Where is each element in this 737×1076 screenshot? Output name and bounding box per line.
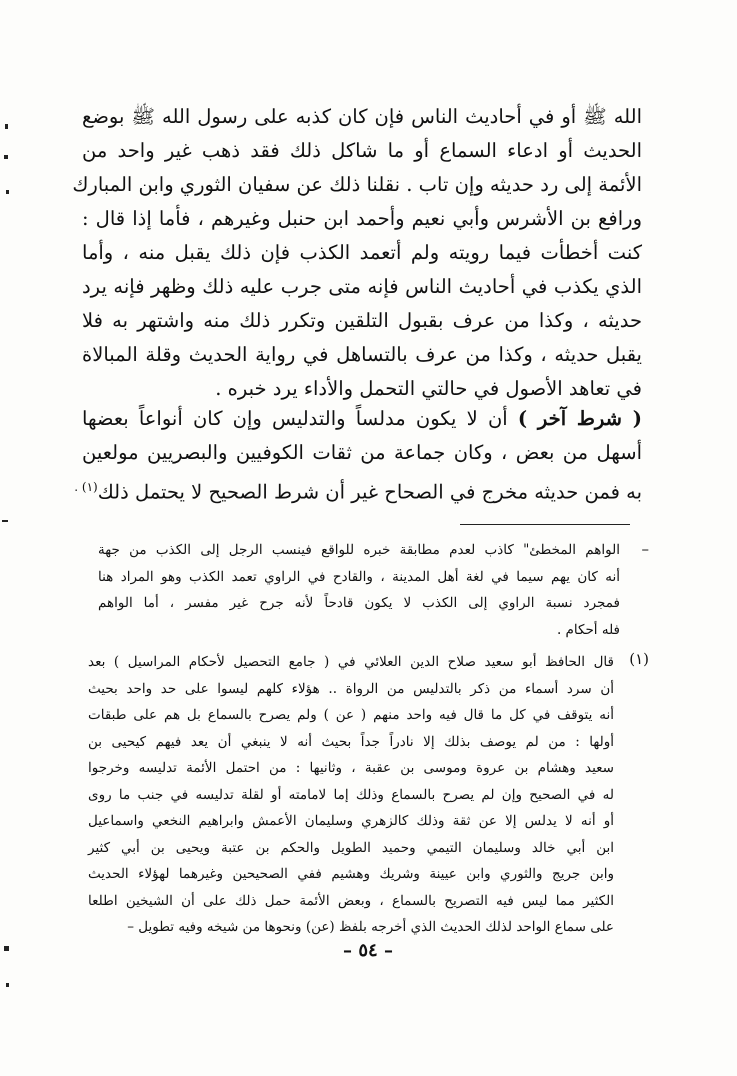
- footnote-line: له في الصحيح وإن لم يصرح بالسماع وذلك إما لامامته أو لقلة تدليسه في جنب ما روى: [88, 786, 614, 803]
- scan-speck: [4, 946, 9, 951]
- scan-speck: [6, 190, 9, 194]
- page-number: – ٥٤ –: [343, 940, 393, 961]
- scan-speck: [4, 155, 8, 159]
- main-line: الحديث أو ادعاء السماع أو ما شاكل ذلك فقد ذهب غير واحد من: [82, 139, 642, 162]
- footnote-line: أولها : من لم يوصف بذلك إلا نادراً جداً بحيث أنه لا ينبغي أن يعد فيهم كيحيى بن: [88, 733, 614, 750]
- footnote-continuation-marker: –: [641, 540, 649, 558]
- main-line: يقبل حديثه ، وكذا من عرف بالتساهل في رواية الحديث وقلة المبالاة: [82, 343, 642, 366]
- scan-speck: [2, 520, 8, 522]
- condition-line-text: به فمن حديثه مخرج في الصحاح غير أن شرط الصحيح لا يحتمل ذلك: [97, 480, 642, 504]
- footnote-line: سعيد وهشام بن عروة وموسى بن عقبة ، وثانيها : من احتمل الأئمة تدليسه وخرجوا: [88, 760, 614, 776]
- footnote-line: الكثير مما ليس فيه التصريح بالسماع ، وبعض الأئمة حمل ذلك على أن الشيخين اطلعا: [88, 892, 614, 909]
- main-line: في تعاهد الأصول في حالتي التحمل والأداء يرد خبره .: [215, 377, 642, 400]
- footnote-continued: [98, 537, 620, 643]
- footnote-1: [88, 649, 614, 941]
- footnote-line: أن سرد أسماء من ذكر بالتدليس من الرواة .. هؤلاء كلهم ليسوا على حد واحد بحيث: [88, 680, 614, 697]
- footnote-line: أو أنه لا يدلس إلا عن ثقة وذلك كالزهري وسليمان الأعمش وابراهيم النخعي واسماعيل: [88, 813, 614, 829]
- condition-paragraph: [74, 402, 643, 504]
- main-text: [72, 100, 642, 406]
- footnote-line: فله أحكام .: [556, 621, 620, 638]
- footnote-line: وابن جريج والثوري وابن عيينة وشريك وهشيم ففي الصحيحين وغيرهما لهؤلاء الحديث: [88, 866, 614, 882]
- footnote-line: أنه يتوقف في كل ما قال فيه واحد منهم ( عن ) ولم يصرح بالسماع بل هم على طبقات: [88, 707, 614, 723]
- footnote-line: ابن أبي خالد وسليمان التيمي وحميد الطويل والحكم بن عتبة ويحيى بن أبي كثير: [88, 839, 614, 856]
- scan-speck: [5, 124, 8, 129]
- footnote-line: أنه كان يهم سيما في لغة أهل المدينة ، والقادح في الراوي تعمد الكذب وهو المراد هنا: [98, 568, 620, 585]
- footnote-divider: [460, 524, 630, 525]
- condition-heading: ( شرط آخر ): [517, 407, 643, 430]
- main-line: حديثه ، وكذا من عرف بقبول التلقين وتكرر ذلك منه واشتهر به فلا: [82, 309, 642, 332]
- footnote-line: فمجرد نسبة الراوي إلى الكذب لا يكون قادحاً لأنه جرح غير مفسر ، أما الواهم: [98, 595, 620, 611]
- footnote-1-marker: (١): [629, 650, 649, 668]
- main-line: كنت أخطأت فيما رويته ولم أتعمد الكذب فإن ذلك يقبل منه ، وأما: [82, 241, 642, 264]
- main-line: ورافع بن الأشرس وأبي نعيم وأحمد ابن حنبل وغيرهم ، فأما إذا قال :: [82, 207, 642, 230]
- main-line: الله ﷺ أو في أحاديث الناس فإن كان كذبه على رسول الله ﷺ بوضع: [82, 105, 642, 128]
- footnote-ref: (١) .: [74, 480, 98, 494]
- condition-line-text: أن لا يكون مدلساً والتدليس وإن كان أنواعاً بعضها: [82, 407, 508, 430]
- condition-line: أسهل من بعض ، وكان جماعة من ثقات الكوفيين والبصريين مولعين: [82, 441, 642, 464]
- footnote-line: الواهم المخطئ" كاذب لعدم مطابقة خبره للواقع فينسب الرجل إلى الكذب من جهة: [98, 542, 620, 558]
- main-line: الذي يكذب في أحاديث الناس فإنه متى جرب عليه ذلك وظهر فإنه يرد: [82, 275, 642, 298]
- condition-line: [82, 402, 642, 436]
- footnote-line: على سماع الواحد لذلك الحديث الذي أخرجه بلفظ (عن) ونحوها من شيخه وفيه تطويل –: [127, 919, 614, 935]
- condition-line: [74, 470, 642, 504]
- scan-speck: [6, 983, 9, 987]
- footnote-line: قال الحافظ أبو سعيد صلاح الدين العلائي في ( جامع التحصيل لأحكام المراسيل ) بعد: [88, 654, 614, 670]
- main-line: الأئمة إلى رد حديثه وإن تاب . نقلنا ذلك عن سفيان الثوري وابن المبارك: [72, 173, 642, 196]
